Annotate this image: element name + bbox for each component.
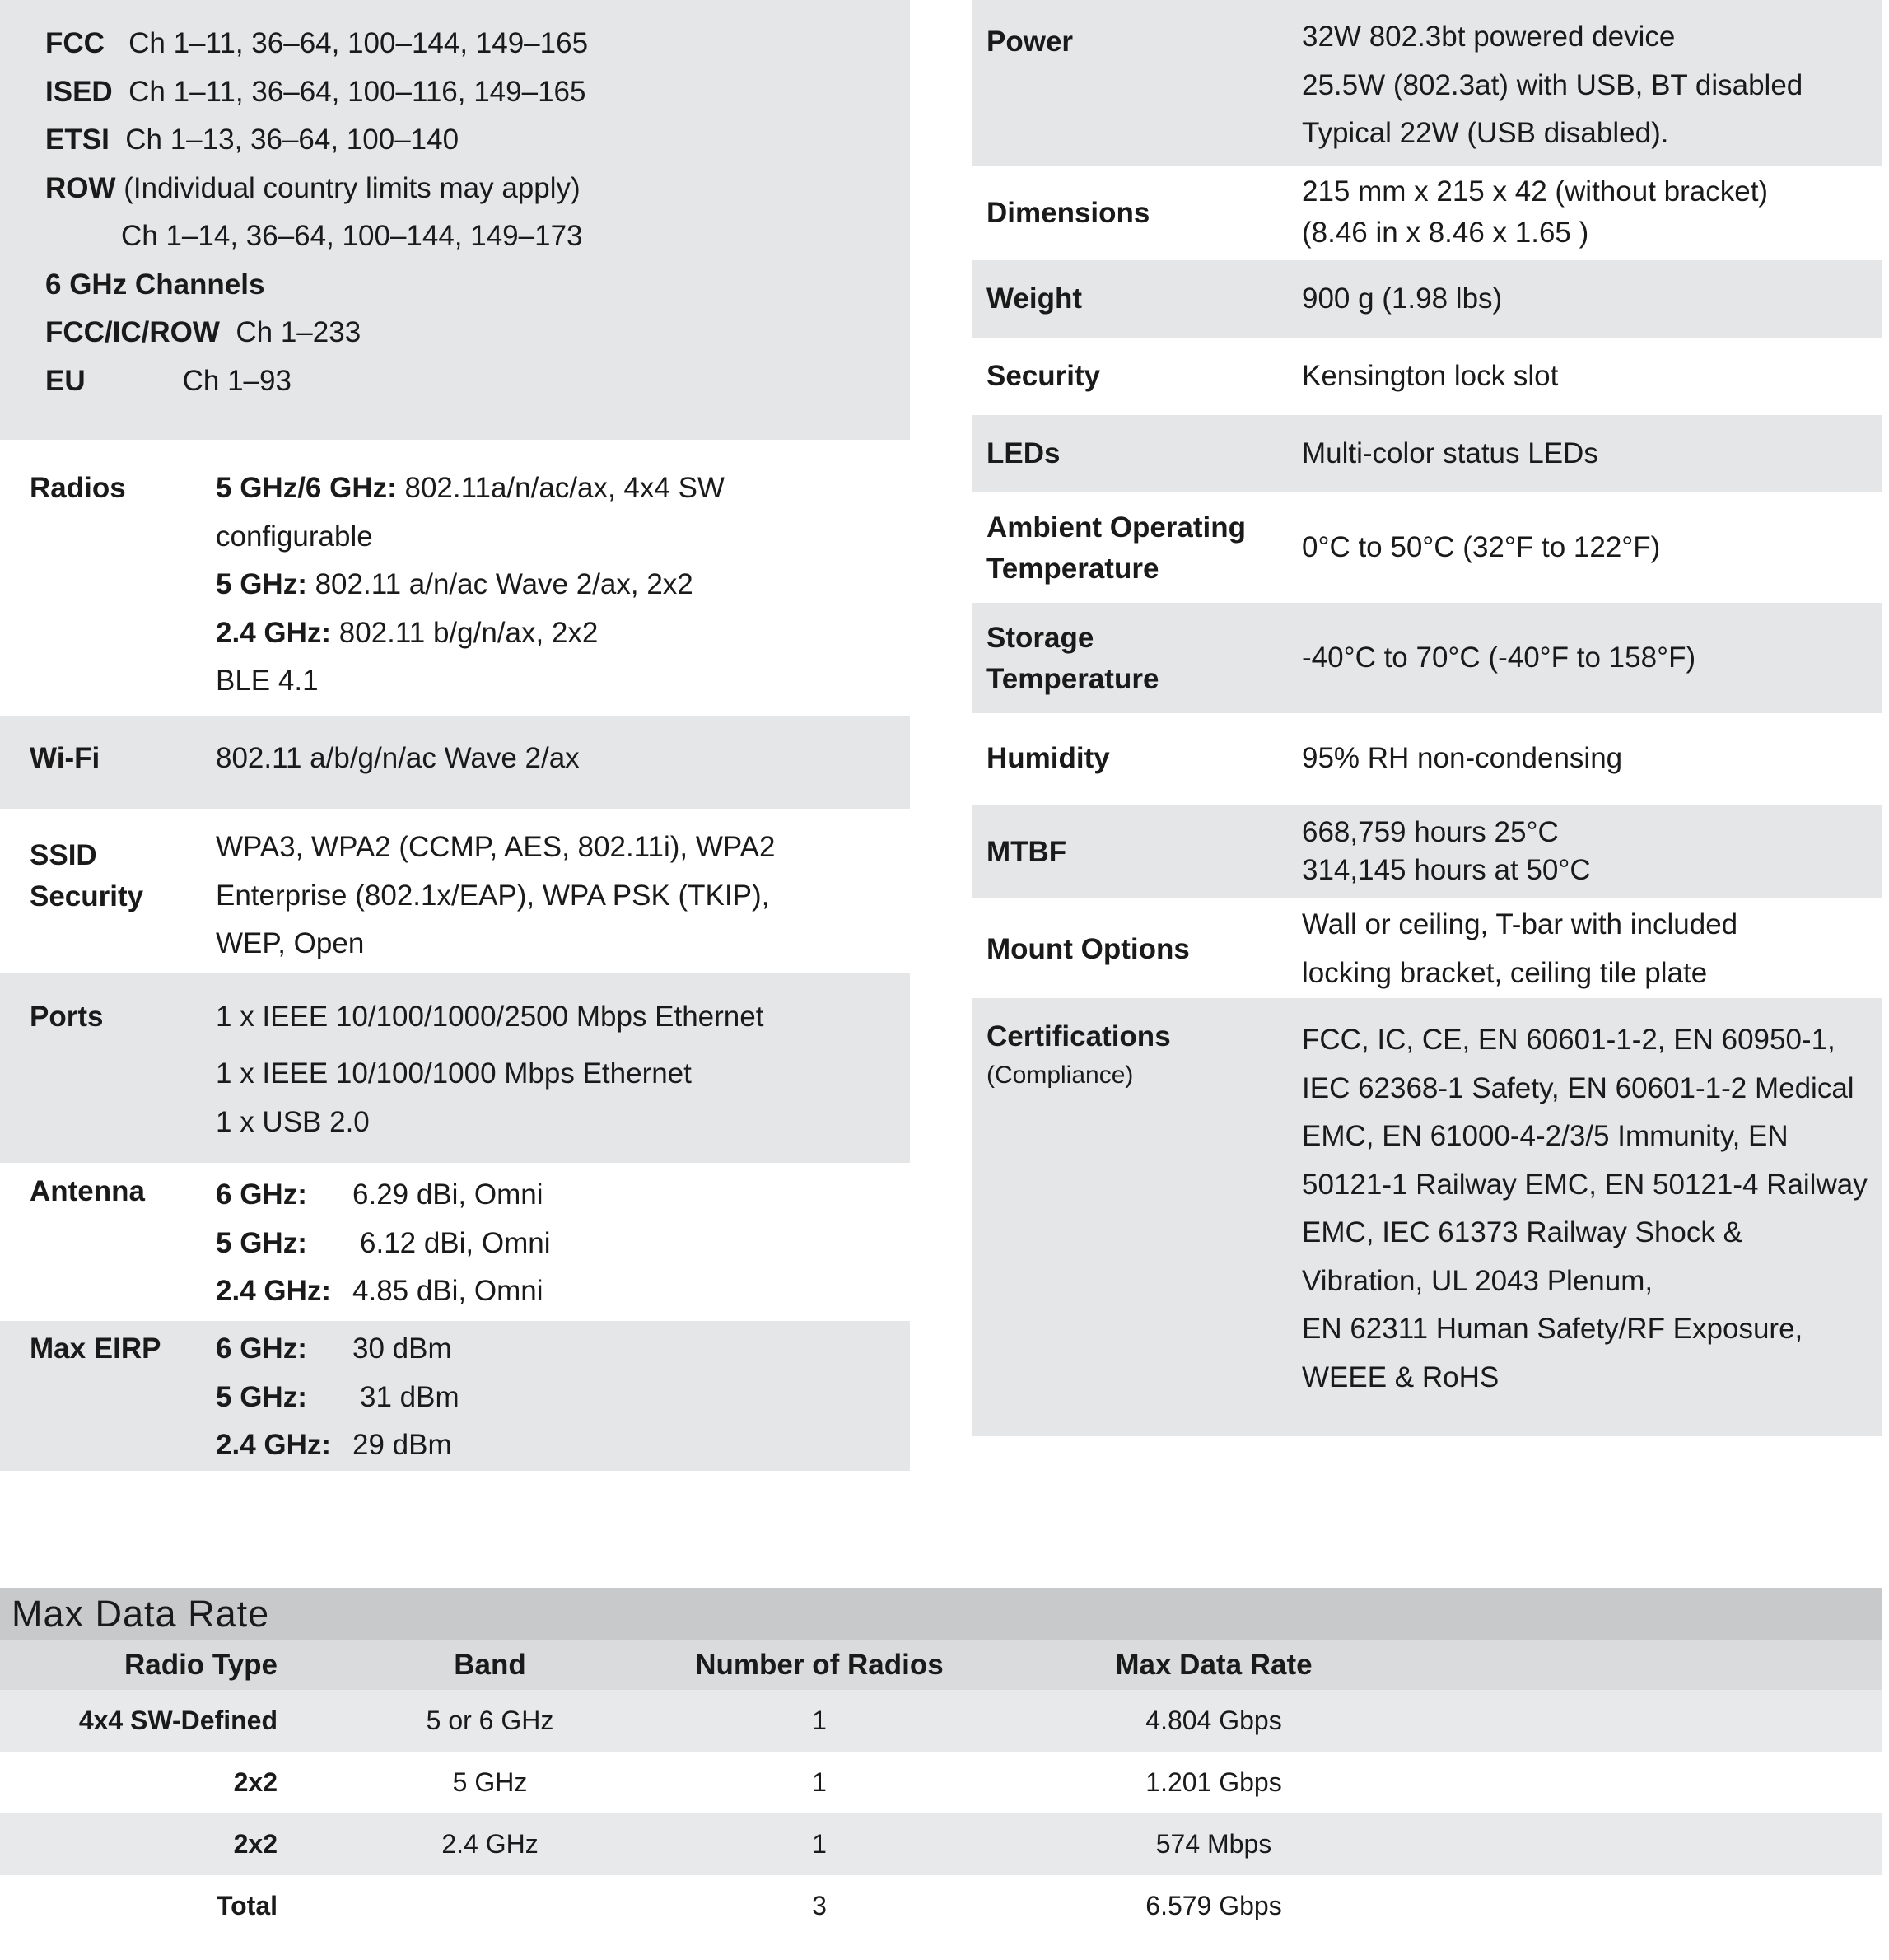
spec-value: 0°C to 50°C (32°F to 122°F) [1302,531,1661,563]
spec-value: Wall or ceiling, T-bar with included locking bracket, ceiling tile plate [1302,908,1738,989]
spec-label: Power [986,26,1074,58]
reg-line-row-channels: Ch 1–14, 36–64, 100–144, 149–173 [121,220,583,252]
spec-label: Ports [30,1001,104,1033]
spec-label: Certifications (Compliance) [986,1016,1302,1094]
column-header: Radio Type [124,1649,278,1681]
spec-value: WPA3, WPA2 (CCMP, AES, 802.11i), WPA2 Enterprise (802.1x/EAP), WPA PSK (TKIP), WEP, Open [216,831,776,959]
spec-value: 6 GHz: 30 dBm 5 GHz: 31 dBm 2.4 GHz: 29 dBm [216,1332,459,1461]
spec-label: LEDs [986,437,1061,469]
spec-value: 32W 802.3bt powered device 25.5W (802.3at) with USB, BT disabled Typical 22W (USB disabled). [1302,21,1803,149]
regulatory-channels-block [0,0,910,440]
spec-row-wifi [0,716,910,809]
spec-label: Ambient Operating Temperature [986,511,1247,585]
reg-line-ised: ISED Ch 1–11, 36–64, 100–116, 149–165 [45,75,586,108]
table-cell: 2x2 [233,1829,278,1859]
spec-row-leds [972,415,1882,492]
spec-row-ssid-security [0,809,910,973]
spec-value: Multi-color status LEDs [1302,437,1598,469]
table-cell: 2x2 [233,1767,278,1797]
spec-row-mtbf [972,805,1882,898]
spec-row-certifications [972,998,1882,1436]
spec-row-weight [972,260,1882,338]
spec-sublabel: (Compliance) [986,1062,1134,1089]
spec-label: Security [986,360,1101,392]
spec-label: Dimensions [986,197,1150,229]
spec-value: 215 mm x 215 x 42 (without bracket) (8.46 in x 8.46 x 1.65 ) [1302,175,1769,249]
table-row [0,1752,1882,1813]
table-cell: 1 [812,1829,827,1859]
max-data-rate-title: Max Data Rate [0,1588,1882,1640]
table-cell: 1.201 Gbps [1145,1767,1282,1797]
reg-line-6ghz-heading: 6 GHz Channels [45,268,265,301]
reg-line-fcc: FCC Ch 1–11, 36–64, 100–144, 149–165 [45,27,589,59]
spec-value: 1 x IEEE 10/100/1000/2500 Mbps Ethernet 1 x IEEE 10/100/1000 Mbps Ethernet 1 x USB 2.0 [216,1001,764,1138]
table-row [0,1690,1882,1752]
table-cell: 4x4 SW-Defined [78,1706,278,1735]
reg-line-eu: EU Ch 1–93 [45,364,292,397]
spec-label: Weight [986,282,1083,315]
spec-label: Storage Temperature [986,622,1159,695]
spec-value: 5 GHz/6 GHz: 802.11a/n/ac/ax, 4x4 SW configurable 5 GHz: 802.11 a/n/ac Wave 2/ax, 2x2 2.4 GHz: 802.11 b/g/n/ax, 2x2 BLE 4.1 [216,472,725,697]
max-data-rate-table [0,1588,1882,1937]
spec-value: 6 GHz: 6.29 dBi, Omni 5 GHz: 6.12 dBi, Omni 2.4 GHz: 4.85 dBi, Omni [216,1178,551,1307]
table-cell: 5 or 6 GHz [426,1706,554,1735]
right-spec-column [972,0,1882,1436]
spec-row-ambient-temperature [972,492,1882,603]
table-cell: 1 [812,1706,827,1735]
spec-value: 802.11 a/b/g/n/ac Wave 2/ax [216,742,580,774]
spec-row-storage-temperature [972,603,1882,713]
spec-row-power [972,0,1882,166]
spec-row-mount-options [972,898,1882,998]
spec-label: Max EIRP [30,1332,161,1365]
table-cell: 4.804 Gbps [1145,1706,1282,1735]
table-cell: 6.579 Gbps [1145,1891,1282,1920]
spec-row-humidity [972,713,1882,805]
spec-label: Wi-Fi [30,742,100,774]
table-cell: 3 [812,1891,827,1920]
table-cell: 574 Mbps [1155,1829,1272,1859]
spec-row-dimensions [972,166,1882,260]
table-header-row [0,1640,1882,1690]
spec-row-ports [0,973,910,1163]
spec-label: MTBF [986,836,1067,868]
table-cell: 5 GHz [452,1767,528,1797]
spec-label: Radios [30,472,126,504]
reg-line-row: ROW (Individual country limits may apply) [45,171,581,204]
spec-label: SSID Security [30,839,144,912]
spec-row-radios [0,440,910,716]
spec-row-antenna [0,1163,910,1321]
table-cell: 1 [812,1767,827,1797]
column-header: Band [454,1649,526,1681]
spec-value: 95% RH non-condensing [1302,742,1623,774]
spec-label: Humidity [986,742,1110,774]
spec-value: Kensington lock slot [1302,360,1559,392]
spec-value: 668,759 hours 25°C 314,145 hours at 50°C [1302,816,1591,886]
spec-value: -40°C to 70°C (-40°F to 158°F) [1302,642,1696,674]
spec-value: 900 g (1.98 lbs) [1302,282,1503,315]
spec-row-max-eirp [0,1321,910,1471]
spec-label: Mount Options [986,933,1190,965]
table-cell: Total [216,1891,278,1920]
table-cell: 2.4 GHz [441,1829,539,1859]
reg-line-fcc-ic-row: FCC/IC/ROW Ch 1–233 [45,316,361,348]
table-row-total [0,1875,1882,1937]
spec-label: Antenna [30,1175,145,1207]
reg-line-etsi: ETSI Ch 1–13, 36–64, 100–140 [45,124,459,156]
left-spec-column [0,0,910,1471]
column-header: Number of Radios [695,1649,944,1681]
spec-value: FCC, IC, CE, EN 60601-1-2, EN 60950-1, IEC 62368-1 Safety, EN 60601-1-2 Medical EMC, EN 61000-4-2/3/5 Immunity, EN 50121-1 Railway EMC, EN 50121-4 Railway EMC, IEC 61373 Railway Shock & Vibration, UL 2043 Plenum, EN 62311 Human Safety/RF Exposure, WEEE & RoHS [1302,1024,1868,1393]
spec-row-security [972,338,1882,415]
table-row [0,1813,1882,1875]
column-header: Max Data Rate [1115,1649,1313,1681]
